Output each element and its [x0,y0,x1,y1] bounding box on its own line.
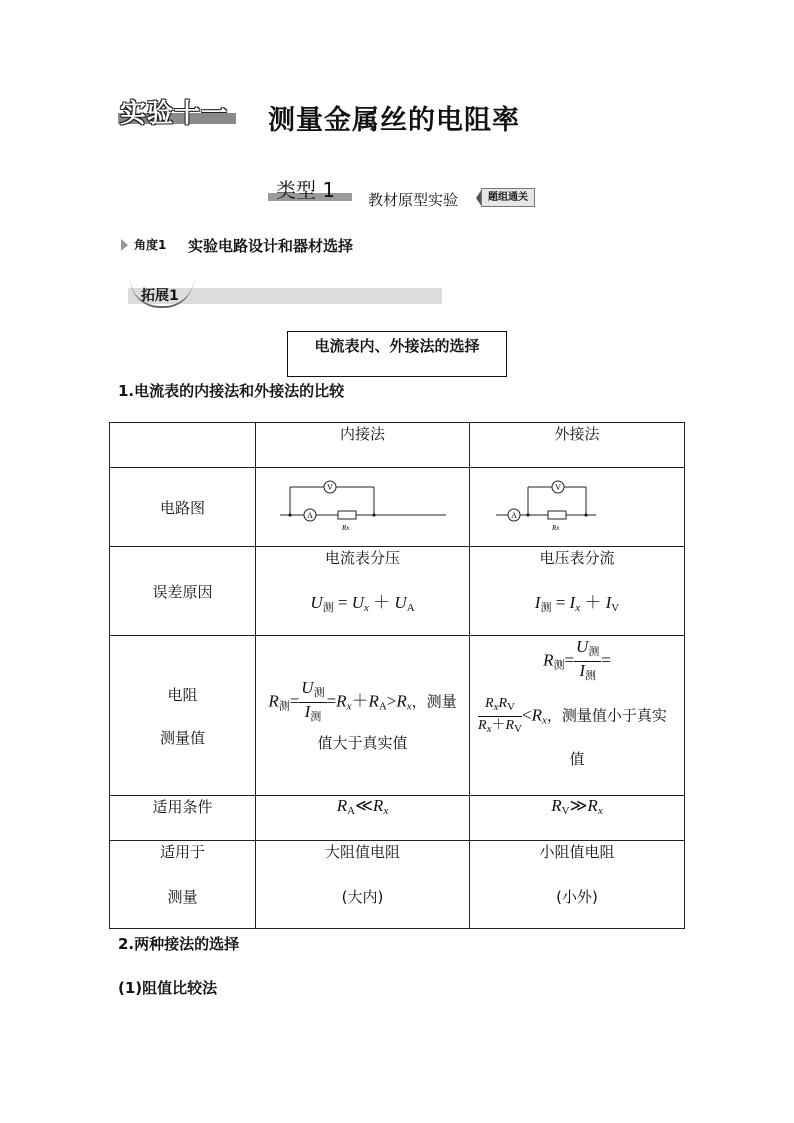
resistor-label: Rx [552,524,560,532]
outer-resist-conclusion: 值 [569,750,585,768]
outer-apply-2: (小外) [556,888,598,906]
table-row [110,547,685,636]
topic-box [287,331,507,377]
outer-resist-formula-2: $\frac{R_xR_V}{R_x+R_V}$ $<R_x$，测量值小于真实 [478,696,667,735]
outer-circuit-diagram [492,475,662,535]
angle-title: 实验电路设计和器材选择 [188,237,354,255]
row-label-resist-2: 测量值 [159,728,205,747]
inner-condition: $R_A≪R_x$ [336,796,389,817]
row-label-condition: 适用条件 [152,798,213,816]
resistor-label: Rx [341,524,349,532]
outer-condition: $R_V≫R_x$ [551,796,603,817]
outer-error-text: 电压表分流 [539,549,615,567]
section-3-heading: (1)阻值比较法 [118,979,218,997]
header-inner: 内接法 [256,423,470,468]
table-row [110,796,685,841]
table-row [110,636,685,796]
inner-resist-formula: $R_测=$ $\frac{U_测}{I_测}$ $=R_x+R_A>R_x$，测量 [268,677,457,723]
outer-resist-formula-1: $R_测=$ $\frac{U_测}{I_测}$ = [543,637,611,682]
angle-label: 角度1 [134,238,167,252]
triangle-icon [121,239,128,251]
ammeter-icon: A [511,511,517,520]
outer-apply-1: 小阻值电阻 [539,843,615,861]
type-label [268,178,352,200]
table-corner-cell [110,423,256,468]
voltmeter-icon: V [326,483,333,492]
inner-resist-conclusion: 值大于真实值 [317,733,408,752]
type-tag: 题组通关 [481,188,535,207]
experiment-label [118,97,236,129]
inner-apply-2: (大内) [341,888,384,906]
inner-circuit-diagram [278,475,448,535]
row-label-apply-1: 适用于 [159,843,205,861]
ammeter-icon: A [306,511,313,520]
section-2-heading: 2.两种接法的选择 [118,935,240,953]
row-label-resist-1: 电阻 [167,685,198,704]
table-row [110,423,685,468]
section-1-heading: 1.电流表的内接法和外接法的比较 [118,382,345,400]
inner-error-text: 电流表分压 [324,549,400,567]
page-title: 测量金属丝的电阻率 [268,105,520,136]
table-row [110,468,685,547]
inner-apply-1: 大阻值电阻 [324,843,400,861]
comparison-table [109,422,685,929]
outer-error-formula: $I_测 = I_x + I_V$ [534,593,620,614]
experiment-label-text: 实验十一 [120,99,229,129]
row-label-error: 误差原因 [152,582,213,601]
inner-error-formula: $U_测 = U_x + U_A$ [310,593,415,614]
header-outer: 外接法 [470,423,685,468]
type-label-text: 类型 1 [276,178,336,202]
extension-label: 拓展1 [141,288,179,304]
row-label-apply-2: 测量 [167,888,198,906]
type-subtitle: 教材原型实验 [368,191,459,209]
voltmeter-icon: V [555,483,561,492]
table-row [110,841,685,929]
row-label-circuit: 电路图 [159,498,205,517]
topic-box-title: 电流表内、外接法的选择 [314,337,480,355]
